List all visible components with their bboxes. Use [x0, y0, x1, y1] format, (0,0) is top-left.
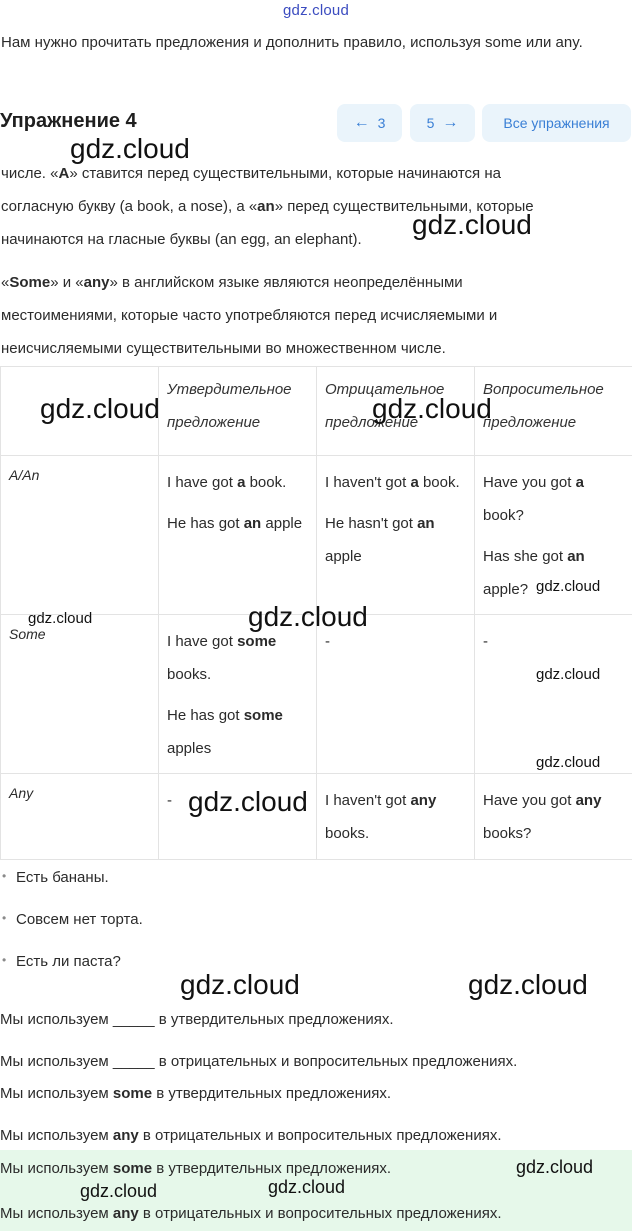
all-exercises-button[interactable]: [482, 104, 631, 142]
prev-exercise-label: 3: [377, 115, 386, 131]
intro-text: Нам нужно прочитать предложения и дополнить правило, используя some или any.: [1, 34, 583, 51]
rule-filled-1: Мы используем some в утвердительных предложениях.: [0, 1085, 392, 1102]
rule-blank-1: Мы используем _____ в утвердительных предложениях.: [0, 1011, 394, 1028]
row-label: Some: [1, 615, 159, 774]
list-item: • Совсем нет торта.: [16, 911, 143, 928]
rule-blank-2: Мы используем _____ в отрицательных и вопросительных предложениях.: [0, 1053, 518, 1070]
table-cell: I haven't got any books.: [317, 774, 475, 860]
watermark: gdz.cloud: [516, 1157, 594, 1177]
table-row: [1, 456, 632, 615]
watermark: gdz.cloud: [70, 133, 190, 164]
site-logo[interactable]: gdz.cloud: [282, 2, 349, 19]
table-cell: I haven't got a book. He hasn't got an apple: [317, 456, 475, 615]
answer-line-1: Мы используем some в утвердительных предложениях.: [0, 1160, 392, 1177]
watermark: gdz.cloud: [188, 786, 308, 817]
table-header-cell: Утвердительное предложение: [159, 367, 317, 456]
row-label: Any: [1, 774, 159, 860]
table-cell: I have got some books. He has got some apples: [159, 615, 317, 774]
rule-filled-2: Мы используем any в отрицательных и вопросительных предложениях.: [0, 1127, 502, 1144]
table-row: [1, 774, 632, 860]
watermark: gdz.cloud: [468, 969, 588, 1000]
table-cell: -: [475, 615, 632, 774]
exercise-title: Упражнение 4: [0, 110, 137, 132]
table-header-cell: Вопросительное предложение: [475, 367, 632, 456]
table-header-cell: Отрицательное предложение: [317, 367, 475, 456]
watermark: gdz.cloud: [80, 1181, 158, 1201]
watermark: gdz.cloud: [180, 969, 300, 1000]
list-item: • Есть ли паста?: [16, 953, 121, 970]
arrow-right-icon: →: [442, 114, 459, 131]
table-cell: Have you got a book? Has she got an apple?: [475, 456, 632, 615]
row-label: A/An: [1, 456, 159, 615]
answer-line-2: Мы используем any в отрицательных и вопросительных предложениях.: [0, 1205, 502, 1222]
table-cell: I have got a book. He has got an apple: [159, 456, 317, 615]
watermark: gdz.cloud: [536, 578, 601, 595]
table-cell: -: [159, 774, 317, 860]
table-header-row: [1, 367, 632, 456]
grammar-table: [0, 366, 632, 860]
watermark: gdz.cloud: [40, 393, 160, 424]
arrow-left-icon: ←: [353, 114, 370, 131]
table-cell: Have you got any books?: [475, 774, 632, 860]
watermark: gdz.cloud: [372, 393, 492, 424]
prev-exercise-button[interactable]: [337, 104, 402, 142]
all-exercises-label: Все упражнения: [503, 115, 610, 131]
watermark: gdz.cloud: [536, 666, 601, 683]
table-row: [1, 615, 632, 774]
answer-box: [0, 1150, 632, 1231]
articles-paragraph: числе. «A» ставится перед существительными, которые начинаются на согласную букву (a book, a nose), а «an» перед существительными, которые начинаются на гласные буквы (an egg, an elephant).: [1, 165, 534, 248]
list-item: • Есть бананы.: [16, 869, 109, 886]
table-header-cell: [1, 367, 159, 456]
watermark: gdz.cloud: [248, 601, 368, 632]
watermark: gdz.cloud: [268, 1177, 346, 1197]
next-exercise-button[interactable]: [410, 104, 475, 142]
table-cell: -: [317, 615, 475, 774]
watermark: gdz.cloud: [412, 209, 532, 240]
watermark: gdz.cloud: [536, 754, 601, 771]
next-exercise-label: 5: [426, 115, 435, 131]
watermark: gdz.cloud: [28, 610, 93, 627]
some-any-paragraph: «Some» и «any» в английском языке являются неопределёнными местоимениями, которые часто употребляются перед исчисляемыми и неисчисляемыми существительными во множественном числе.: [1, 274, 498, 357]
